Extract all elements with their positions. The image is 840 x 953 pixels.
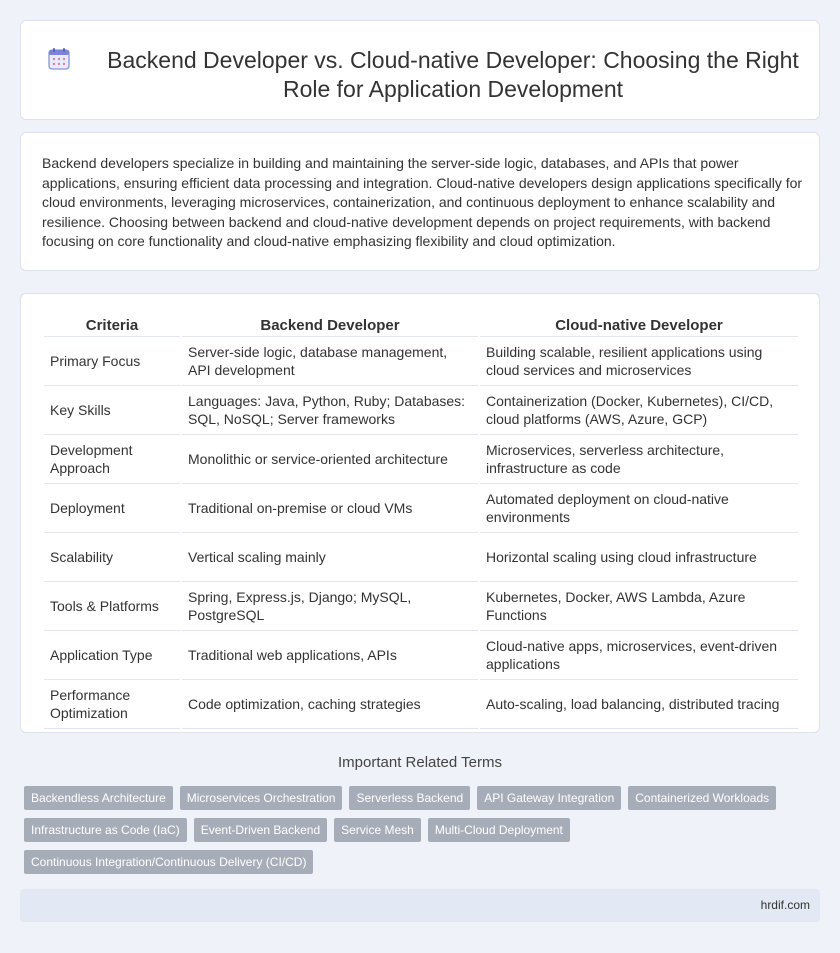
cloud-native-cell: Containerization (Docker, Kubernetes), CI/CD, cloud platforms (AWS, Azure, GCP)	[480, 386, 798, 435]
backend-cell: Languages: Java, Python, Ruby; Databases: SQL, NoSQL; Server frameworks	[182, 386, 478, 435]
related-term-tag[interactable]: API Gateway Integration	[477, 786, 621, 810]
header-backend: Backend Developer	[182, 315, 478, 337]
table-row	[44, 484, 798, 533]
related-term-tag[interactable]: Continuous Integration/Continuous Delivery (CI/CD)	[24, 850, 313, 874]
header-criteria: Criteria	[44, 315, 180, 337]
table-row	[44, 680, 798, 729]
table-header-row	[44, 315, 798, 337]
backend-cell: Monolithic or service-oriented architecture	[182, 435, 478, 484]
page-title: Backend Developer vs. Cloud-native Developer: Choosing the Right Role for Application Development	[107, 47, 799, 102]
criteria-cell: Key Skills	[44, 386, 180, 435]
comparison-card	[20, 293, 820, 733]
related-term-tag[interactable]: Serverless Backend	[349, 786, 470, 810]
cloud-native-cell: Auto-scaling, load balancing, distributed tracing	[480, 680, 798, 729]
title-card	[20, 20, 820, 120]
table-row	[44, 337, 798, 386]
cloud-native-cell: Kubernetes, Docker, AWS Lambda, Azure Functions	[480, 582, 798, 631]
cloud-native-cell: Microservices, serverless architecture, infrastructure as code	[480, 435, 798, 484]
criteria-cell: Performance Optimization	[44, 680, 180, 729]
intro-card	[20, 132, 820, 271]
header-cloud-native: Cloud-native Developer	[480, 315, 798, 337]
cloud-native-cell: Horizontal scaling using cloud infrastructure	[480, 533, 798, 582]
related-term-tag[interactable]: Infrastructure as Code (IaC)	[24, 818, 187, 842]
footer-site-link[interactable]: hrdif.com	[760, 898, 810, 912]
related-terms-title: Important Related Terms	[338, 754, 502, 771]
backend-cell: Traditional on-premise or cloud VMs	[182, 484, 478, 533]
comparison-table	[42, 315, 800, 729]
cloud-native-cell: Automated deployment on cloud-native environments	[480, 484, 798, 533]
criteria-cell: Scalability	[44, 533, 180, 582]
criteria-cell: Development Approach	[44, 435, 180, 484]
table-row	[44, 435, 798, 484]
related-term-tag[interactable]: Service Mesh	[334, 818, 421, 842]
related-term-tag[interactable]: Microservices Orchestration	[180, 786, 343, 810]
table-row	[44, 533, 798, 582]
backend-cell: Spring, Express.js, Django; MySQL, PostgreSQL	[182, 582, 478, 631]
related-terms-list	[24, 786, 814, 874]
backend-cell: Vertical scaling mainly	[182, 533, 478, 582]
related-term-tag[interactable]: Event-Driven Backend	[194, 818, 327, 842]
table-row	[44, 386, 798, 435]
backend-cell: Code optimization, caching strategies	[182, 680, 478, 729]
table-row	[44, 631, 798, 680]
related-term-tag[interactable]: Multi-Cloud Deployment	[428, 818, 570, 842]
related-term-tag[interactable]: Containerized Workloads	[628, 786, 776, 810]
footer	[20, 889, 820, 922]
backend-cell: Server-side logic, database management, API development	[182, 337, 478, 386]
criteria-cell: Tools & Platforms	[44, 582, 180, 631]
criteria-cell: Application Type	[44, 631, 180, 680]
intro-paragraph: Backend developers specialize in building and maintaining the server-side logic, databases, and APIs that power applications, ensuring efficient data processing and integration. Cloud-native developers design applications specifically for cloud environments, leveraging microservices, containerization, and continuous deployment to enhance scalability and resilience. Choosing between backend and cloud-native development depends on project requirements, with backend focusing on core functionality and cloud-native emphasizing flexibility and cloud optimization.	[42, 155, 803, 249]
cloud-native-cell: Cloud-native apps, microservices, event-driven applications	[480, 631, 798, 680]
criteria-cell: Deployment	[44, 484, 180, 533]
backend-cell: Traditional web applications, APIs	[182, 631, 478, 680]
calendar-icon	[47, 47, 71, 71]
related-term-tag[interactable]: Backendless Architecture	[24, 786, 173, 810]
cloud-native-cell: Building scalable, resilient applications using cloud services and microservices	[480, 337, 798, 386]
table-row	[44, 582, 798, 631]
criteria-cell: Primary Focus	[44, 337, 180, 386]
